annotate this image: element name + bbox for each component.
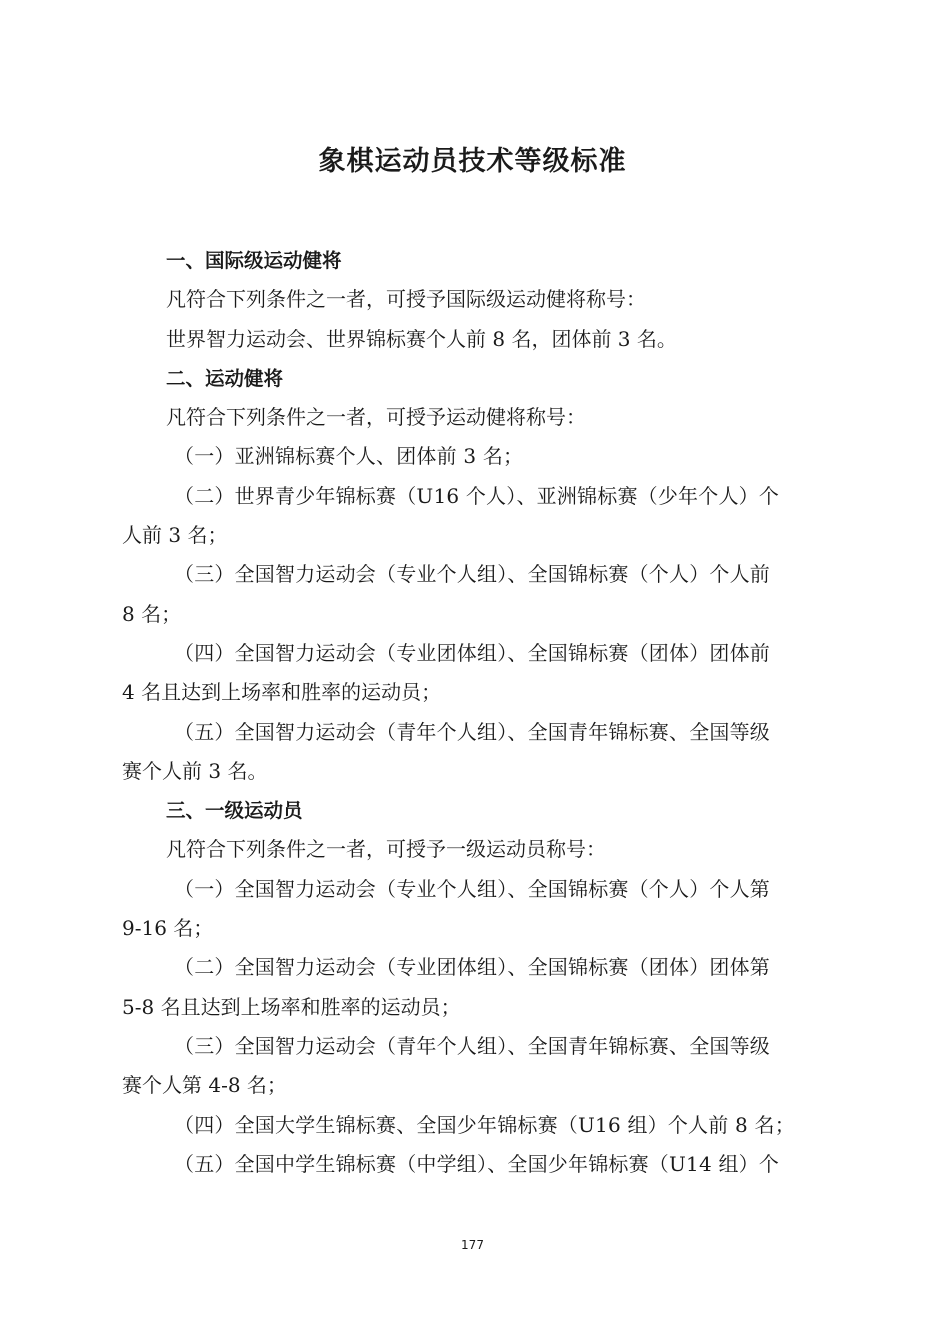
list-item-continuation: 赛个人前 3 名。 — [122, 758, 268, 783]
list-item: （四）全国大学生锦标赛、全国少年锦标赛（U16 组）个人前 8 名； — [174, 1112, 795, 1137]
list-item-continuation: 人前 3 名； — [122, 523, 228, 548]
list-item: （四）全国智力运动会（专业团体组）、全国锦标赛（团体）团体前 — [174, 640, 770, 665]
document-body — [122, 241, 826, 1184]
section-heading-master: 二、运动健将 — [166, 366, 284, 390]
list-item: （一）全国智力运动会（专业个人组）、全国锦标赛（个人）个人第 — [174, 876, 770, 901]
list-item-continuation: 8 名； — [122, 601, 182, 626]
list-item: （五）全国智力运动会（青年个人组）、全国青年锦标赛、全国等级 — [174, 719, 770, 744]
page-number: 177 — [461, 1238, 484, 1252]
list-item-continuation: 赛个人第 4-8 名； — [122, 1073, 287, 1098]
list-item: （五）全国中学生锦标赛（中学组）、全国少年锦标赛（U14 组）个 — [174, 1151, 780, 1176]
section-heading-international-master: 一、国际级运动健将 — [166, 249, 342, 272]
paragraph: 凡符合下列条件之一者，可授予国际级运动健将称号： — [166, 287, 646, 312]
list-item: （二）全国智力运动会（专业团体组）、全国锦标赛（团体）团体第 — [174, 955, 770, 980]
list-item-continuation: 9-16 名； — [122, 916, 214, 941]
list-item-continuation: 4 名且达到上场率和胜率的运动员； — [122, 680, 442, 705]
list-item: （三）全国智力运动会（青年个人组）、全国青年锦标赛、全国等级 — [174, 1033, 770, 1058]
paragraph: 凡符合下列条件之一者，可授予运动健将称号： — [166, 405, 586, 430]
page-title: 象棋运动员技术等级标准 — [318, 146, 627, 177]
list-item: （二）世界青少年锦标赛（U16 个人）、亚洲锦标赛（少年个人）个 — [174, 483, 780, 508]
list-item: （一）亚洲锦标赛个人、团体前 3 名； — [174, 444, 524, 469]
list-item: （三）全国智力运动会（专业个人组）、全国锦标赛（个人）个人前 — [174, 562, 770, 587]
list-item-continuation: 5-8 名且达到上场率和胜率的运动员； — [122, 994, 461, 1019]
paragraph: 世界智力运动会、世界锦标赛个人前 8 名，团体前 3 名。 — [166, 326, 677, 351]
section-heading-first-class: 三、一级运动员 — [166, 799, 303, 823]
paragraph: 凡符合下列条件之一者，可授予一级运动员称号： — [166, 837, 606, 862]
